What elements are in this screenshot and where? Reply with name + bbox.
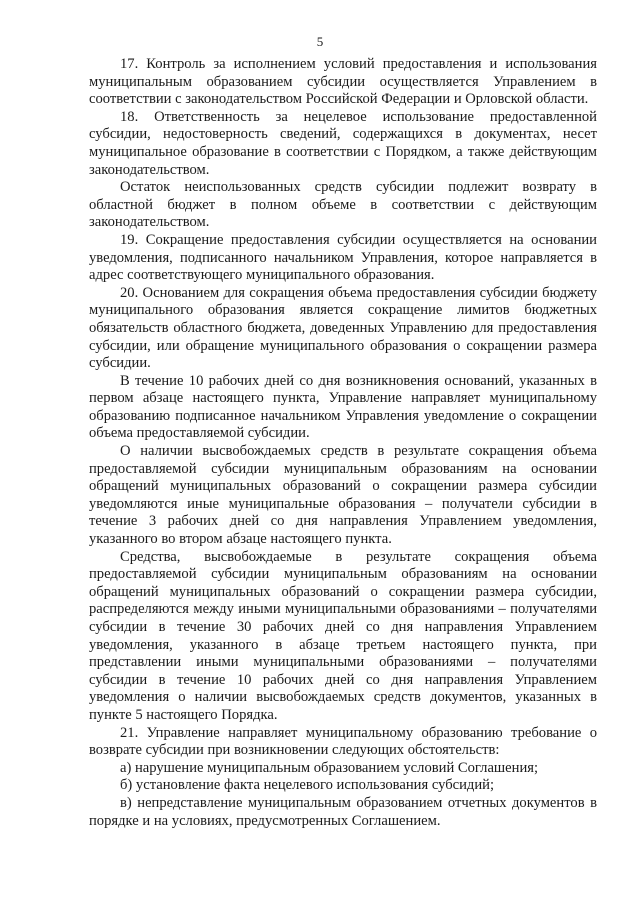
paragraph-21-item-c: в) непредставление муниципальным образованием отчетных документов в порядке и на условиях, предусмотренных Соглашением.: [89, 794, 597, 829]
paragraph-20-notice: В течение 10 рабочих дней со дня возникновения оснований, указанных в первом абзаце настоящего пункта, Управление направляет муниципальному образованию подписанное начальником Управления уведомление о сокращении объема предоставляемой субсидии.: [89, 372, 597, 442]
paragraph-18-remainder: Остаток неиспользованных средств субсидии подлежит возврату в областной бюджет в полном объеме в соответствии с действующим законодательством.: [89, 179, 597, 231]
page-number: 5: [316, 34, 324, 49]
paragraph-20: 20. Основанием для сокращения объема предоставления субсидии бюджету муниципального образования является сокращение лимитов бюджетных обязательств областного бюджета, доведенных Управлению для предоставления субсидии, или обращение муниципального образования о сокращении размера субсидии.: [89, 284, 597, 372]
paragraph-20-distribution: Средства, высвобождаемые в результате сокращения объема предоставляемой субсидии муниципальным образованиям на основании обращений муниципальных образований о сокращении размера субсидии, распределяются между иными муниципальными образованиями – получателями субсидии в течение 30 рабочих дней со дня направления Управлением уведомления, указанного в абзаце третьем настоящего пункта, при представлении иными муниципальными образованиями – получателями субсидии в течение 10 рабочих дней со дня направления Управлением уведомления о наличии высвобождаемых средств документов, указанных в пункте 5 настоящего Порядка.: [89, 548, 597, 723]
paragraph-21: 21. Управление направляет муниципальному образованию требование о возврате субсидии при возникновении следующих обстоятельств:: [89, 724, 597, 759]
document-body: [89, 56, 597, 830]
paragraph-20-released-funds: О наличии высвобождаемых средств в результате сокращения объема предоставляемой субсидии муниципальным образованиям на основании обращений муниципальных образований о сокращении размера субсидии уведомляются иные муниципальные образования – получатели субсидии в течение 3 рабочих дней со дня направления Управлением уведомления, указанного во втором абзаце настоящего пункта.: [89, 443, 597, 548]
paragraph-18: 18. Ответственность за нецелевое использование предоставленной субсидии, недостоверность сведений, содержащихся в документах, несет муниципальное образование в соответствии с Порядком, а также действующим законодательством.: [89, 108, 597, 178]
paragraph-19: 19. Сокращение предоставления субсидии осуществляется на основании уведомления, подписанного начальником Управления, которое направляется в адрес соответствующего муниципального образования.: [89, 231, 597, 284]
paragraph-21-item-b: б) установление факта нецелевого использования субсидий;: [120, 777, 495, 794]
paragraph-17: 17. Контроль за исполнением условий предоставления и использования муниципальным образованием субсидии осуществляется Управлением в соответствии с законодательством Российской Федерации и Орловской области.: [89, 56, 597, 108]
paragraph-21-item-a: а) нарушение муниципальным образованием условий Соглашения;: [120, 759, 539, 776]
